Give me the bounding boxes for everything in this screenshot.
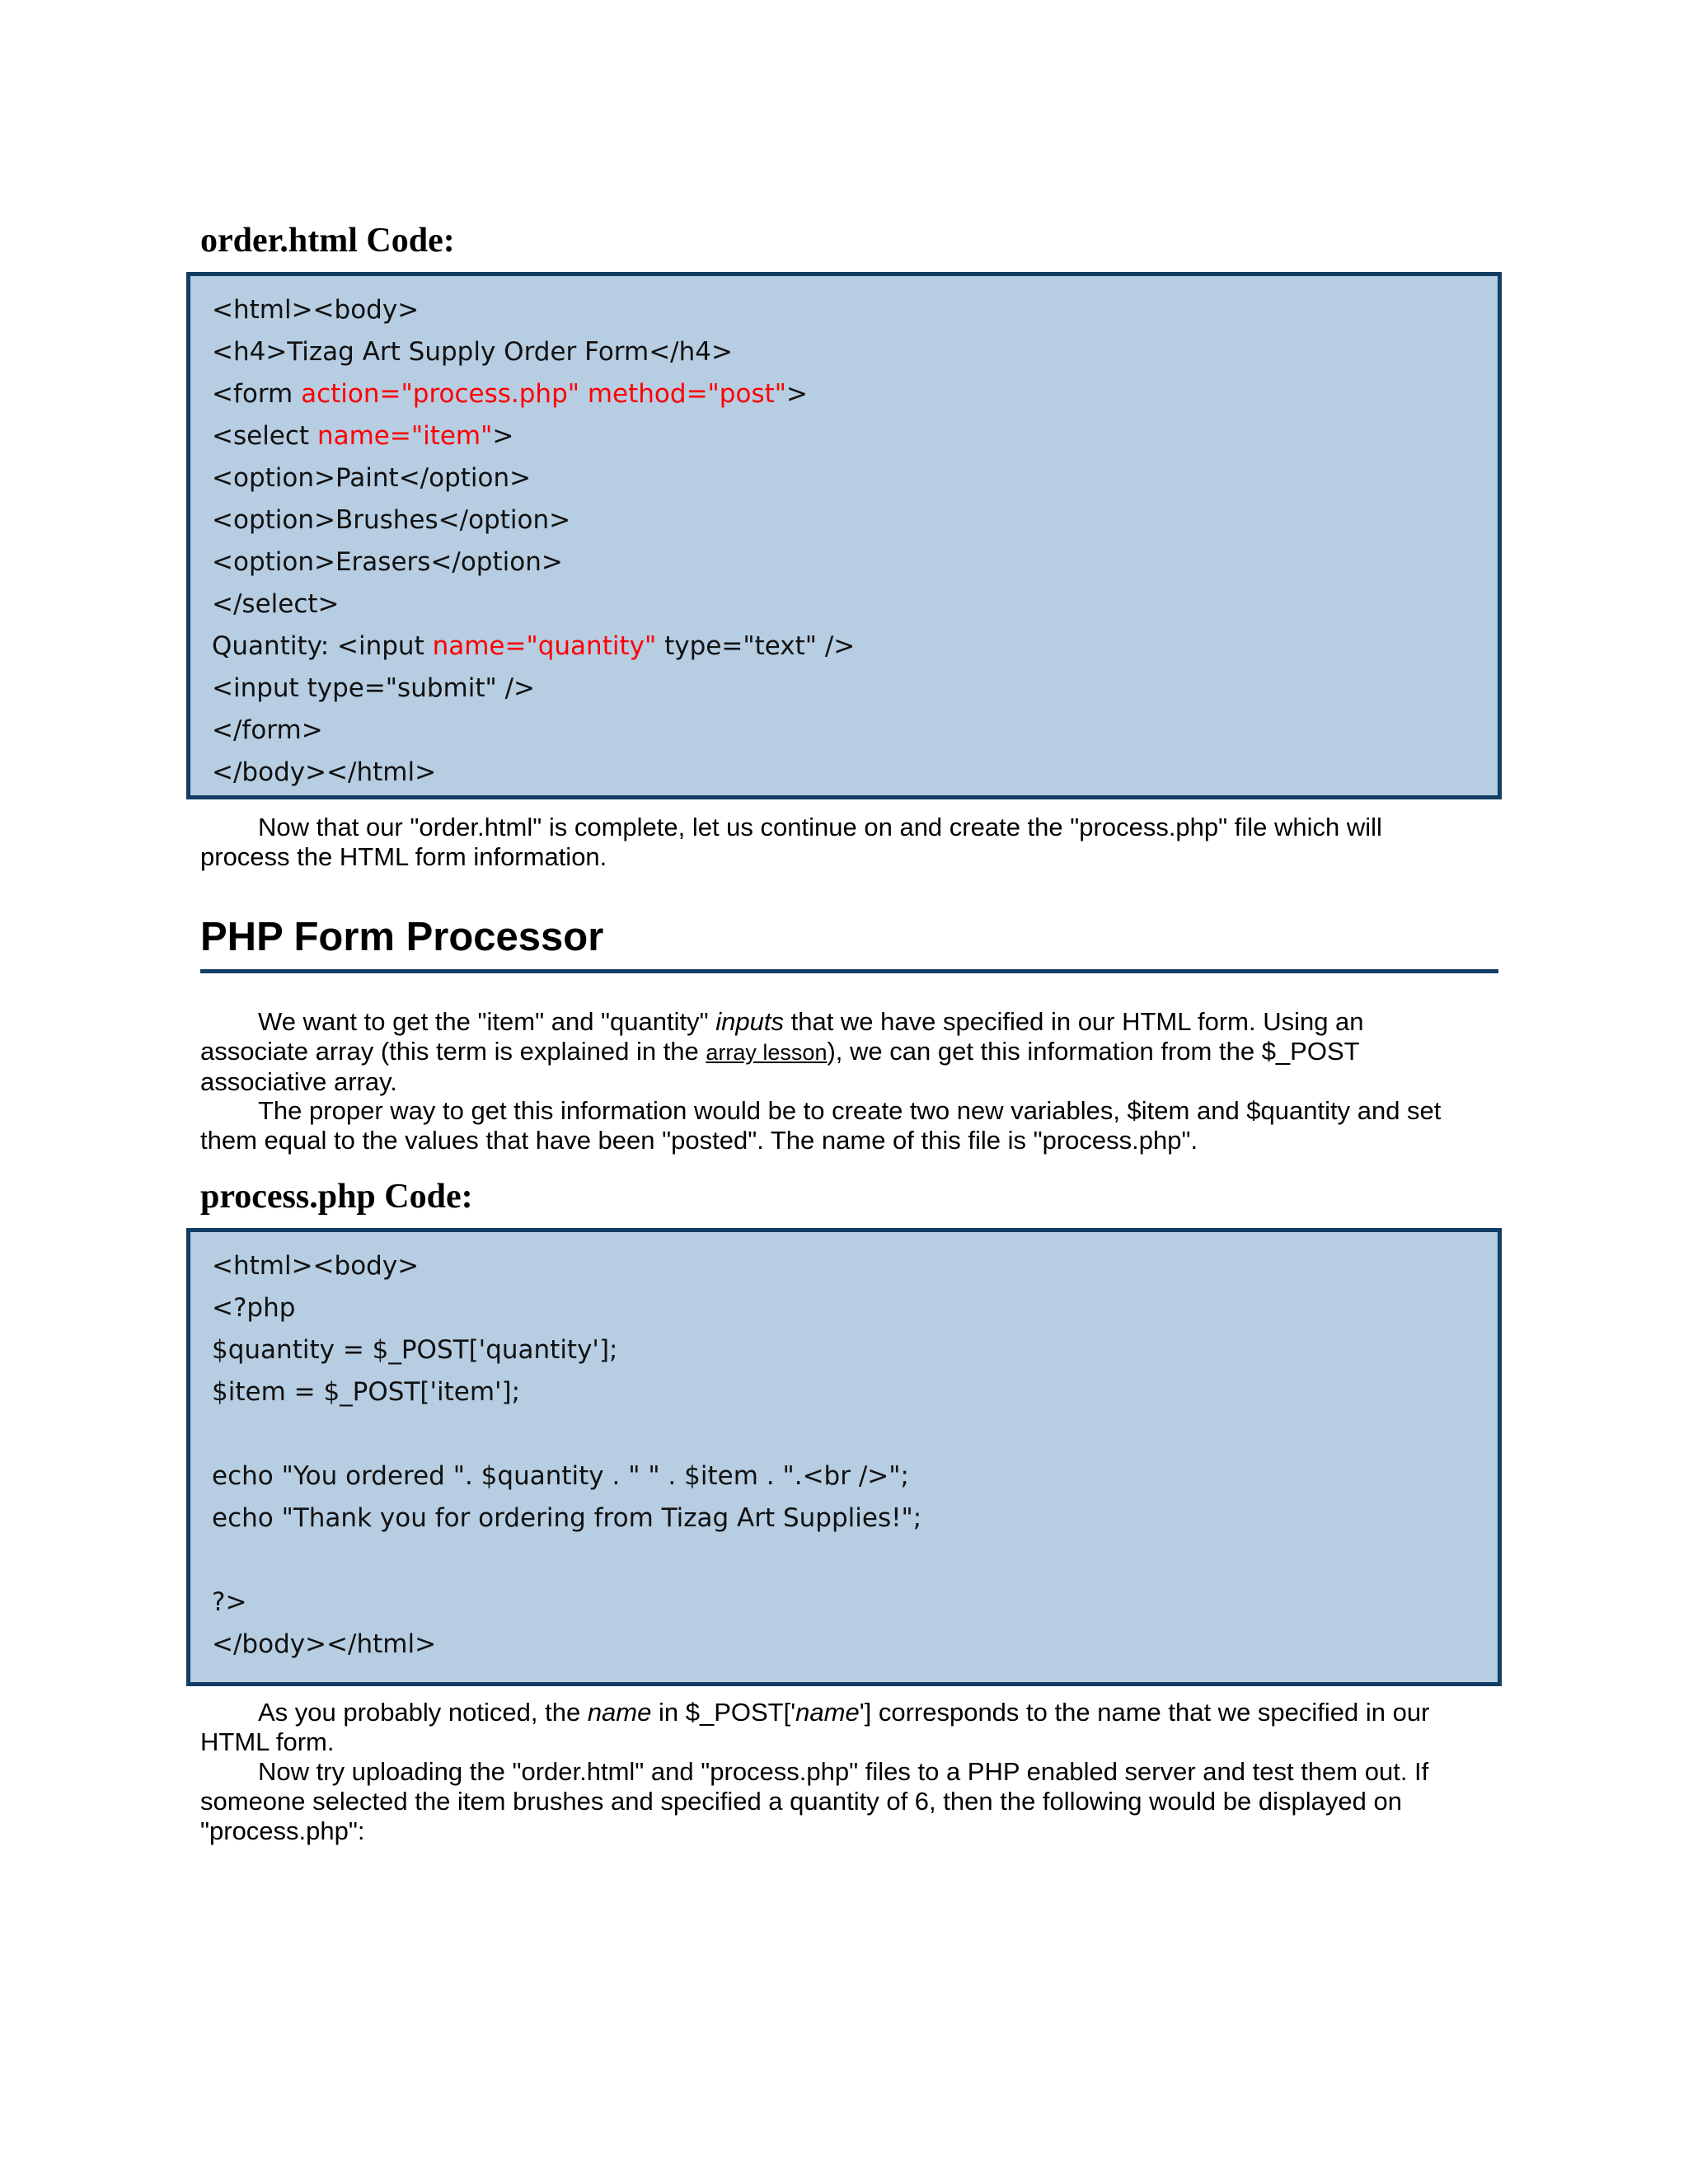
paragraph-text: associative array. — [200, 1067, 397, 1096]
paragraph-text: Now that our "order.html" is complete, let us continue on and create the "process.php" file which will — [258, 813, 1382, 841]
code-attribute: action="process.php" method="post" — [301, 379, 787, 409]
code-line — [212, 457, 1476, 499]
code-line: </body></html> — [212, 1629, 437, 1659]
code-text: <option>Brushes</option> — [212, 505, 571, 535]
paragraph-name-note — [200, 1698, 1519, 1757]
code-line — [212, 373, 1476, 415]
process-code-heading: process.php Code: — [200, 1178, 473, 1216]
paragraph-text: associate array (this term is explained in the — [200, 1037, 706, 1066]
code-text: <option>Paint</option> — [212, 463, 532, 493]
code-line: $quantity = $_POST['quantity']; — [212, 1335, 618, 1365]
code-text: <form — [212, 379, 302, 409]
code-line — [212, 1540, 1476, 1582]
section-title: PHP Form Processor — [200, 915, 604, 959]
paragraph-upload — [200, 1757, 1519, 1846]
code-text: <html><body> — [212, 295, 420, 325]
code-line: ?> — [212, 1587, 247, 1617]
paragraph-text: '] corresponds to the name that we specified in our — [859, 1698, 1430, 1727]
paragraph-text: Now try uploading the "order.html" and "process.php" files to a PHP enabled server and test them out. If — [258, 1757, 1429, 1786]
code-text: > — [786, 379, 809, 409]
code-line: echo "Thank you for ordering from Tizag Art Supplies!"; — [212, 1503, 922, 1533]
paragraph-text: that we have specified in our HTML form. Using an — [783, 1007, 1364, 1036]
code-text: Quantity: <input — [212, 631, 433, 661]
code-text: type="text" /> — [656, 631, 856, 661]
code-line — [212, 668, 1476, 710]
paragraph-text: "process.php": — [200, 1816, 365, 1845]
array-lesson-link[interactable]: array lesson — [706, 1040, 828, 1065]
paragraph-inputs — [200, 1007, 1519, 1097]
code-line — [212, 583, 1476, 626]
code-text: > — [492, 421, 514, 451]
code-text: <h4>Tizag Art Supply Order Form</h4> — [212, 337, 733, 367]
paragraph-italic: inputs — [715, 1007, 784, 1036]
order-code-box — [186, 272, 1502, 799]
paragraph-italic: name — [587, 1698, 652, 1727]
code-line — [212, 626, 1476, 668]
code-line: echo "You ordered ". $quantity . " " . $item . ".<br />"; — [212, 1461, 909, 1491]
code-line: <?php — [212, 1293, 296, 1323]
paragraph-text: someone selected the item brushes and specified a quantity of 6, then the following would be displayed on — [200, 1787, 1402, 1816]
order-code-heading: order.html Code: — [200, 222, 455, 260]
code-text: </form> — [212, 715, 323, 745]
paragraph-text: The proper way to get this information would be to create two new variables, $item and $quantity and set — [258, 1096, 1442, 1125]
paragraph-text: HTML form. — [200, 1727, 335, 1756]
section-divider — [200, 969, 1498, 973]
code-text: </select> — [212, 589, 340, 619]
process-code-box — [186, 1228, 1502, 1686]
code-attribute: name="quantity" — [432, 631, 657, 661]
paragraph-order-complete — [200, 813, 1519, 872]
code-line — [212, 710, 1476, 752]
code-attribute: name="item" — [316, 421, 493, 451]
paragraph-text: We want to get the "item" and "quantity" — [258, 1007, 716, 1036]
paragraph-text: ), we can get this information from the $_POST — [827, 1037, 1360, 1066]
code-text: </body></html> — [212, 757, 437, 787]
code-line — [212, 752, 1476, 794]
code-line — [212, 289, 1476, 331]
code-line: $item = $_POST['item']; — [212, 1377, 521, 1407]
code-line — [212, 541, 1476, 583]
code-line — [212, 331, 1476, 373]
code-line — [212, 415, 1476, 457]
code-text: <option>Erasers</option> — [212, 547, 563, 577]
code-line — [212, 1413, 1476, 1455]
paragraph-text: them equal to the values that have been "posted". The name of this file is "process.php". — [200, 1126, 1198, 1155]
code-line — [212, 499, 1476, 541]
code-text: <select — [212, 421, 317, 451]
paragraph-text: process the HTML form information. — [200, 842, 607, 871]
code-text: <input type="submit" /> — [212, 673, 536, 703]
paragraph-text: in $_POST[' — [651, 1698, 796, 1727]
paragraph-text: As you probably noticed, the — [258, 1698, 588, 1727]
paragraph-proper-way — [200, 1096, 1519, 1155]
code-line: <html><body> — [212, 1251, 420, 1281]
paragraph-italic: name — [795, 1698, 860, 1727]
